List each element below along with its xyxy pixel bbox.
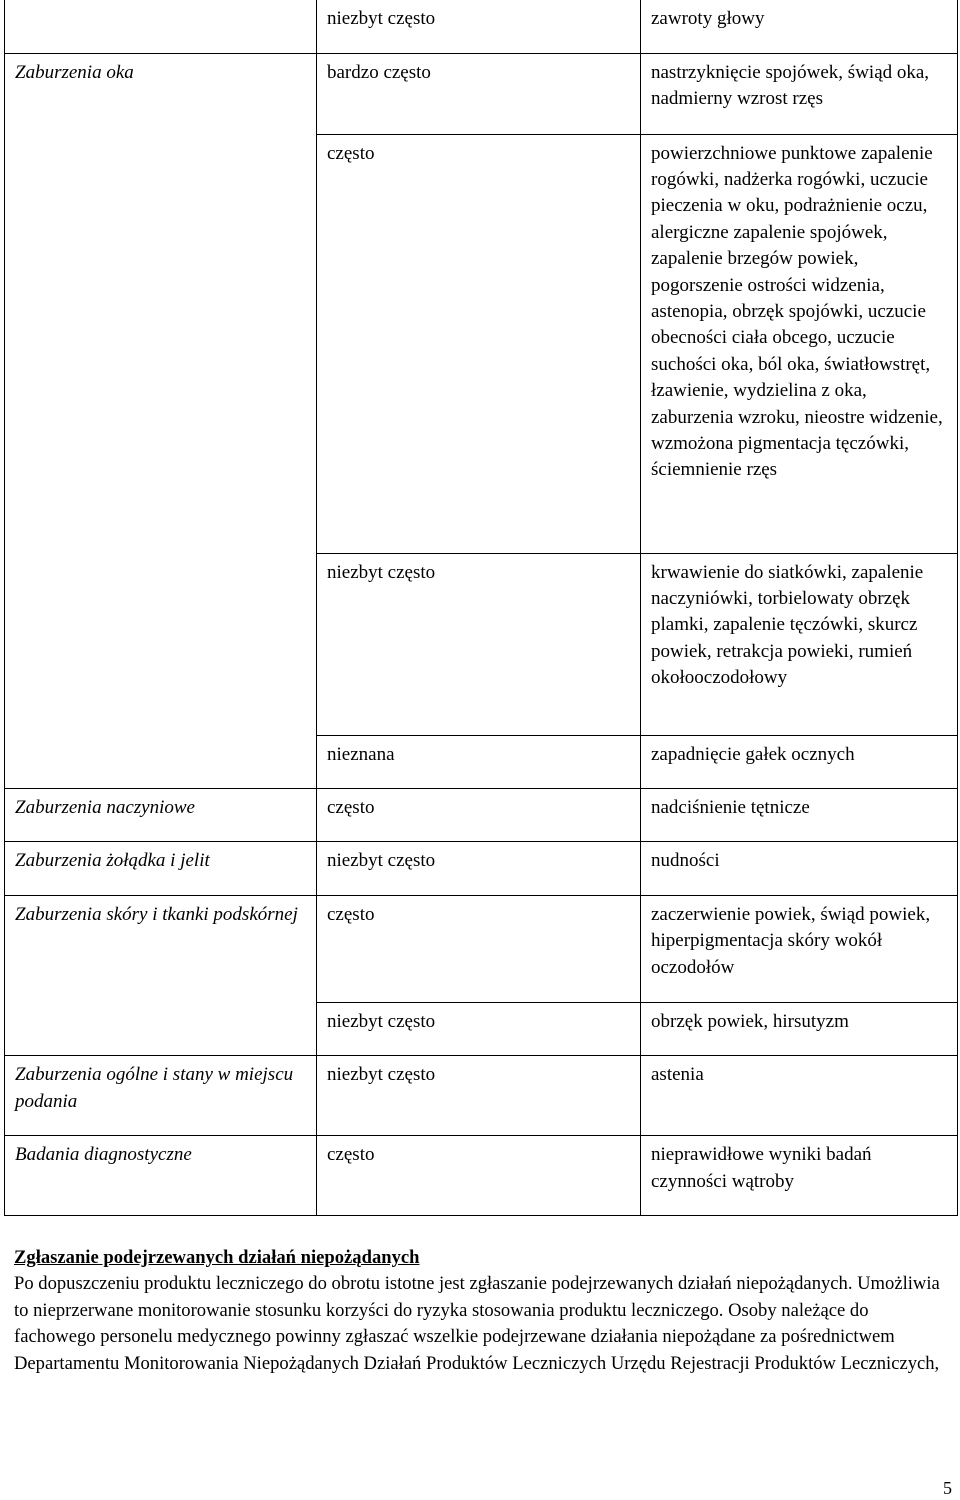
organ-class-cell: Zaburzenia naczyniowe [5, 788, 317, 841]
section-heading: Zgłaszanie podejrzewanych działań niepożądanych [14, 1247, 420, 1268]
table-row [5, 1136, 958, 1216]
table-row [5, 842, 958, 895]
organ-class-cell: Zaburzenia skóry i tkanki podskórnej [5, 895, 317, 1055]
frequency-cell: często [317, 788, 641, 841]
page-number: 5 [943, 1478, 952, 1498]
frequency-cell: często [317, 1136, 641, 1216]
organ-class-cell: Zaburzenia oka [5, 53, 317, 788]
table-row [5, 788, 958, 841]
adverse-effects-cell: nudności [641, 842, 958, 895]
table-row [5, 1056, 958, 1136]
adverse-effects-cell: zaczerwienie powiek, świąd powiek, hiperpigmentacja skóry wokół oczodołów [641, 895, 958, 1002]
adverse-effects-cell: nadciśnienie tętnicze [641, 788, 958, 841]
organ-class-cell: Badania diagnostyczne [5, 1136, 317, 1216]
frequency-cell: niezbyt często [317, 0, 641, 53]
organ-class-cell: Zaburzenia ogólne i stany w miejscu podania [5, 1056, 317, 1136]
frequency-cell: niezbyt często [317, 553, 641, 735]
adverse-effects-cell: zapadnięcie gałek ocznych [641, 735, 958, 788]
frequency-cell: często [317, 134, 641, 553]
frequency-cell: niezbyt często [317, 842, 641, 895]
reporting-section [14, 1245, 944, 1377]
frequency-cell: niezbyt często [317, 1056, 641, 1136]
table-row [5, 0, 958, 53]
adverse-effects-cell: zawroty głowy [641, 0, 958, 53]
frequency-cell: niezbyt często [317, 1002, 641, 1055]
table-row [5, 53, 958, 134]
adverse-effects-cell: powierzchniowe punktowe zapalenie rogówki, nadżerka rogówki, uczucie pieczenia w oku, podrażnienie oczu, alergiczne zapalenie spojówek, zapalenie brzegów powiek, pogorszenie ostrości widzenia, astenopia, obrzęk spojówki, uczucie obecności ciała obcego, uczucie suchości oka, ból oka, światłowstręt, łzawienie, wydzielina z oka, zaburzenia wzroku, nieostre widzenie, wzmożona pigmentacja tęczówki, ściemnienie rzęs [641, 134, 958, 553]
adverse-effects-cell: obrzęk powiek, hirsutyzm [641, 1002, 958, 1055]
table-row [5, 895, 958, 1002]
organ-class-cell: Zaburzenia żołądka i jelit [5, 842, 317, 895]
frequency-cell: bardzo często [317, 53, 641, 134]
adverse-effects-cell: nastrzyknięcie spojówek, świąd oka, nadmierny wzrost rzęs [641, 53, 958, 134]
organ-class-cell [5, 0, 317, 53]
adverse-effects-cell: astenia [641, 1056, 958, 1136]
frequency-cell: nieznana [317, 735, 641, 788]
frequency-cell: często [317, 895, 641, 1002]
adverse-reactions-table [4, 0, 958, 1216]
section-body: Po dopuszczeniu produktu leczniczego do obrotu istotne jest zgłaszanie podejrzewanych działań niepożądanych. Umożliwia to nieprzerwane monitorowanie stosunku korzyści do ryzyka stosowania produktu leczniczego. Osoby należące do fachowego personelu medycznego powinny zgłaszać wszelkie podejrzewane działania niepożądane za pośrednictwem Departamentu Monitorowania Niepożądanych Działań Produktów Leczniczych Urzędu Rejestracji Produktów Leczniczych, [14, 1273, 940, 1374]
adverse-effects-cell: nieprawidłowe wyniki badań czynności wątroby [641, 1136, 958, 1216]
adverse-effects-cell: krwawienie do siatkówki, zapalenie naczyniówki, torbielowaty obrzęk plamki, zapalenie tęczówki, skurcz powiek, retrakcja powieki, rumień okołooczodołowy [641, 553, 958, 735]
